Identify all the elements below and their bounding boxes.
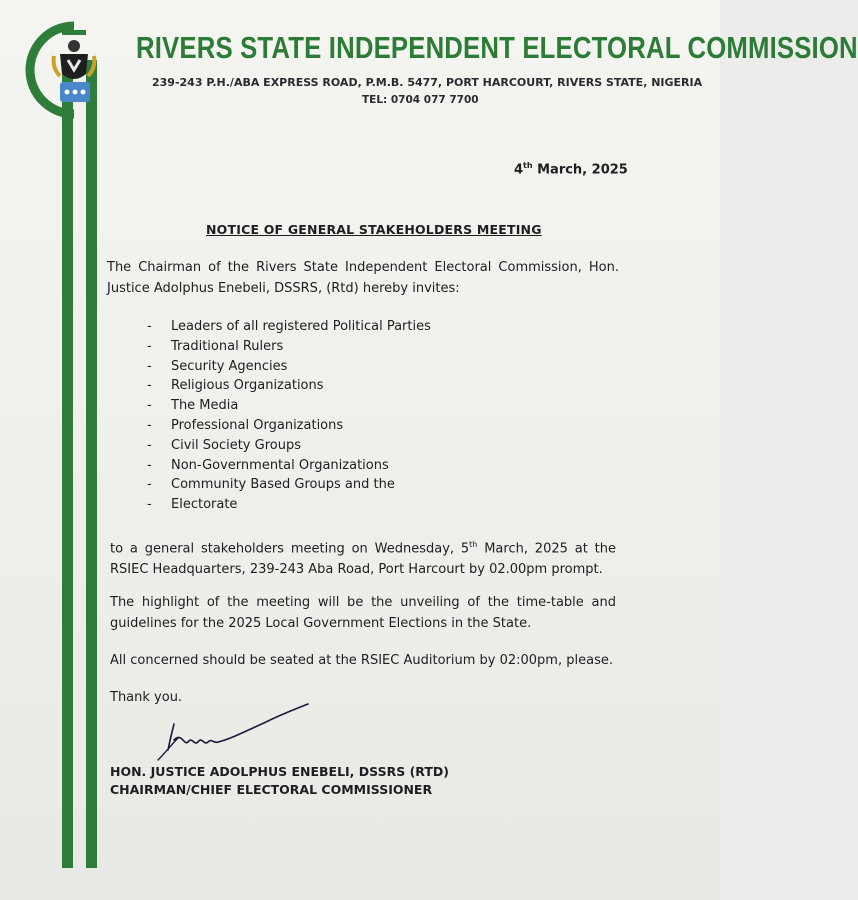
meeting-day-suffix: th xyxy=(469,540,478,549)
invitee-label: Electorate xyxy=(171,497,238,513)
bullet-dash: - xyxy=(147,437,152,453)
list-item xyxy=(147,317,431,337)
intro-paragraph: The Chairman of the Rivers State Independent Electoral Commission, Hon. Justice Adolphus Enebeli, DSSRS, (Rtd) hereby invites: xyxy=(107,260,619,296)
invitee-label: Traditional Rulers xyxy=(171,338,284,354)
notice-heading: NOTICE OF GENERAL STAKEHOLDERS MEETING xyxy=(206,222,542,237)
organization-title: RIVERS STATE INDEPENDENT ELECTORAL COMMISSION xyxy=(136,30,858,65)
bullet-dash: - xyxy=(147,378,152,394)
seating-paragraph: All concerned should be seated at the RSIEC Auditorium by 02:00pm, please. xyxy=(110,653,613,668)
green-stripe-left xyxy=(62,60,73,868)
bullet-dash: - xyxy=(147,338,152,354)
meeting-text-end: March, 2025 at the RSIEC Headquarters, 239-243 Aba Road, Port Harcourt by 02.00pm prompt. xyxy=(110,541,616,578)
invitee-label: Leaders of all registered Political Parties xyxy=(171,319,431,334)
signer-name: HON. JUSTICE ADOLPHUS ENEBELI, DSSRS (RTD) xyxy=(110,764,449,779)
date-day: 4 xyxy=(514,162,524,178)
invitee-label: Community Based Groups and the xyxy=(171,477,395,493)
organization-address: 239-243 P.H./ABA EXPRESS ROAD, P.M.B. 5477, PORT HARCOURT, RIVERS STATE, NIGERIA xyxy=(152,76,703,89)
signer-title: CHAIRMAN/CHIEF ELECTORAL COMMISSIONER xyxy=(110,782,433,797)
organization-telephone: TEL: 0704 077 7700 xyxy=(362,94,479,106)
handwritten-signature xyxy=(148,702,314,764)
list-item xyxy=(147,357,431,377)
meeting-text-start: to a general stakeholders meeting on Wednesday, 5 xyxy=(110,541,470,557)
bullet-dash: - xyxy=(147,417,152,433)
invitee-label: Non-Governmental Organizations xyxy=(171,457,389,473)
date-suffix: th xyxy=(523,161,533,170)
invitee-label: Security Agencies xyxy=(171,358,288,374)
list-item xyxy=(147,475,431,495)
list-item xyxy=(147,456,431,476)
invitee-label: The Media xyxy=(171,398,239,414)
list-item xyxy=(147,376,431,396)
meeting-details-paragraph xyxy=(110,534,616,580)
bullet-dash: - xyxy=(147,477,152,493)
list-item xyxy=(147,337,431,357)
letter-date xyxy=(514,161,628,177)
bullet-dash: - xyxy=(147,497,152,513)
bullet-dash: - xyxy=(147,457,152,473)
list-item xyxy=(147,495,431,515)
coat-of-arms-icon xyxy=(40,24,108,116)
highlight-paragraph: The highlight of the meeting will be the unveiling of the time-table and guidelines for the 2025 Local Government Elections in the State. xyxy=(110,595,616,631)
list-item xyxy=(147,396,431,416)
bullet-dash: - xyxy=(147,319,152,334)
bullet-dash: - xyxy=(147,398,152,414)
closing-line: Thank you. xyxy=(110,690,183,705)
list-item xyxy=(147,416,431,436)
date-month-year: March, 2025 xyxy=(532,162,628,178)
bullet-dash: - xyxy=(147,358,152,374)
invitee-label: Religious Organizations xyxy=(171,378,324,394)
list-item xyxy=(147,436,431,456)
invitee-list xyxy=(147,317,431,515)
invitee-label: Professional Organizations xyxy=(171,417,344,433)
green-stripe-right xyxy=(86,60,97,868)
invitee-label: Civil Society Groups xyxy=(171,437,301,453)
